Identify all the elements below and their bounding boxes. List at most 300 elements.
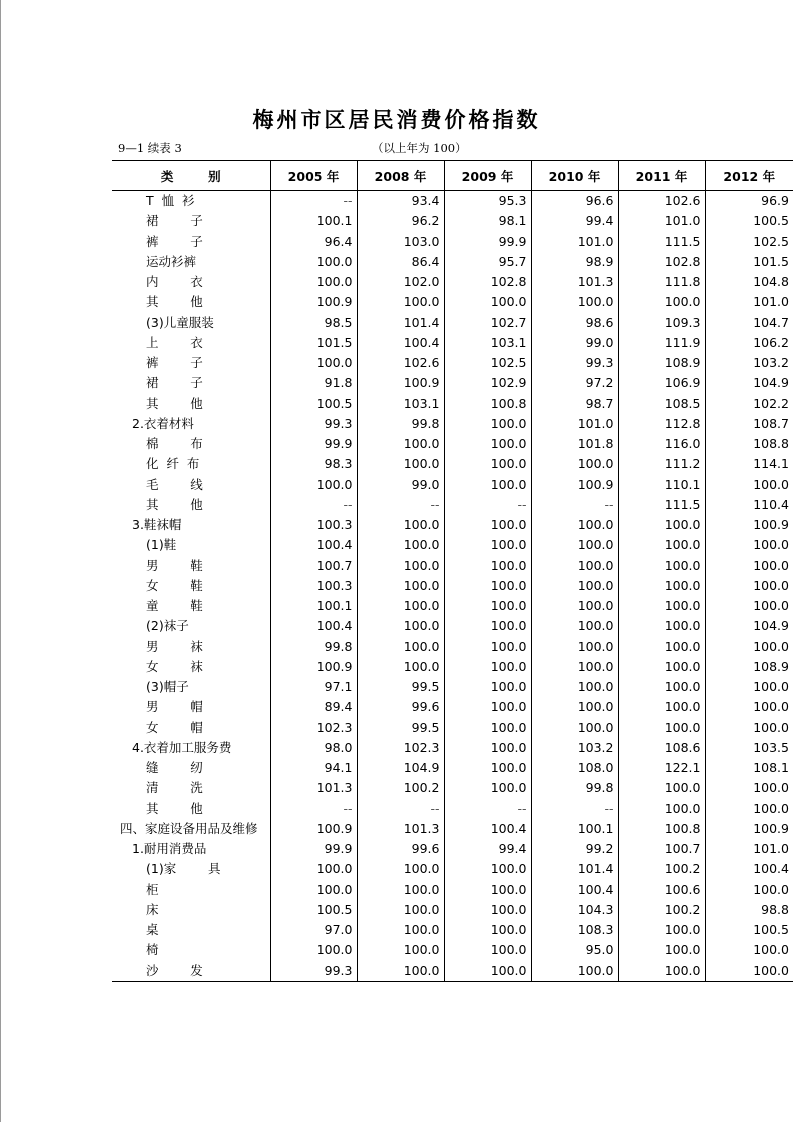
index-value-cell: 100.0 — [531, 697, 618, 717]
index-value-cell: 100.0 — [618, 677, 705, 697]
index-value-cell: 100.0 — [618, 556, 705, 576]
index-value-cell: 102.7 — [444, 313, 531, 333]
index-value-cell: -- — [270, 191, 357, 212]
index-value-cell: 98.0 — [270, 738, 357, 758]
index-value-cell: 100.9 — [270, 292, 357, 312]
index-value-cell: 95.3 — [444, 191, 531, 212]
table-row — [112, 657, 793, 677]
index-value-cell: 100.0 — [444, 616, 531, 636]
index-value-cell: 100.0 — [705, 880, 793, 900]
column-header-2009: 2009 年 — [444, 161, 531, 191]
index-value-cell: 100.0 — [444, 576, 531, 596]
table-row — [112, 900, 793, 920]
table-row — [112, 880, 793, 900]
page-edge-line — [0, 0, 1, 1122]
index-value-cell: 103.2 — [531, 738, 618, 758]
table-header-row — [112, 161, 793, 191]
table-row — [112, 535, 793, 555]
index-value-cell: 111.5 — [618, 495, 705, 515]
row-category-label: 毛 线 — [146, 476, 203, 492]
index-value-cell: -- — [531, 799, 618, 819]
table-row — [112, 232, 793, 252]
index-value-cell: 100.7 — [618, 839, 705, 859]
table-row — [112, 394, 793, 414]
index-value-cell: 100.0 — [444, 677, 531, 697]
index-value-cell: 101.3 — [357, 819, 444, 839]
index-value-cell: 104.8 — [705, 272, 793, 292]
index-value-cell: 97.2 — [531, 373, 618, 393]
table-row — [112, 940, 793, 960]
row-category-label: 棉 布 — [146, 436, 203, 452]
index-value-cell: 102.2 — [705, 394, 793, 414]
index-value-cell: 100.0 — [618, 292, 705, 312]
index-value-cell: 100.0 — [444, 738, 531, 758]
index-value-cell: 100.0 — [705, 556, 793, 576]
column-header-2010: 2010 年 — [531, 161, 618, 191]
index-value-cell: -- — [444, 799, 531, 819]
index-value-cell: 100.0 — [444, 758, 531, 778]
row-category-label: 4.衣着加工服务费 — [132, 739, 232, 755]
index-value-cell: 100.0 — [531, 677, 618, 697]
index-value-cell: 99.9 — [270, 839, 357, 859]
index-value-cell: 108.6 — [618, 738, 705, 758]
index-value-cell: 104.3 — [531, 900, 618, 920]
row-category-label: 床 — [146, 901, 159, 917]
index-value-cell: 102.8 — [444, 272, 531, 292]
row-category-label: (3)儿童服装 — [146, 314, 214, 330]
row-category-label: (1)鞋 — [146, 537, 177, 553]
index-value-cell: 101.0 — [705, 292, 793, 312]
index-value-cell: 104.9 — [357, 758, 444, 778]
row-category-label: 内 衣 — [146, 274, 203, 290]
row-category-label: 1.耐用消费品 — [132, 841, 207, 857]
index-value-cell: 102.5 — [705, 232, 793, 252]
index-value-cell: 98.6 — [531, 313, 618, 333]
index-value-cell: 100.0 — [531, 616, 618, 636]
row-category-label: 缝 纫 — [146, 760, 203, 776]
table-row — [112, 252, 793, 272]
index-value-cell: 99.4 — [444, 839, 531, 859]
index-value-cell: 99.5 — [357, 718, 444, 738]
row-category-label: 男 鞋 — [146, 557, 203, 573]
index-value-cell: 100.5 — [270, 394, 357, 414]
table-row — [112, 859, 793, 879]
index-value-cell: 100.0 — [270, 272, 357, 292]
index-value-cell: 108.8 — [705, 434, 793, 454]
index-value-cell: 86.4 — [357, 252, 444, 272]
index-value-cell: 100.0 — [444, 434, 531, 454]
index-value-cell: 100.9 — [270, 819, 357, 839]
row-category-label: 女 鞋 — [146, 577, 203, 593]
row-category-label: 运动衫裤 — [146, 253, 197, 269]
table-row — [112, 819, 793, 839]
index-value-cell: 100.0 — [705, 778, 793, 798]
index-value-cell: 99.3 — [270, 961, 357, 982]
index-value-cell: 100.0 — [618, 576, 705, 596]
row-category-label: (1)家 具 — [146, 861, 221, 877]
index-value-cell: 100.0 — [270, 880, 357, 900]
index-value-cell: 100.0 — [705, 697, 793, 717]
index-value-cell: 100.1 — [270, 211, 357, 231]
index-value-cell: 99.8 — [531, 778, 618, 798]
index-value-cell: 100.1 — [270, 596, 357, 616]
index-value-cell: 96.9 — [705, 191, 793, 212]
index-value-cell: 98.7 — [531, 394, 618, 414]
index-value-cell: 100.0 — [270, 252, 357, 272]
row-category-label: 其 他 — [146, 294, 203, 310]
table-row — [112, 738, 793, 758]
index-value-cell: 100.0 — [270, 940, 357, 960]
index-value-cell: 98.8 — [705, 900, 793, 920]
index-value-cell: 102.9 — [444, 373, 531, 393]
table-row — [112, 292, 793, 312]
row-category-label: 裙 子 — [146, 213, 203, 229]
index-value-cell: 100.0 — [531, 576, 618, 596]
row-category-label: (2)袜子 — [146, 618, 189, 634]
index-value-cell: 100.1 — [531, 819, 618, 839]
unit-note: （以上年为 100） — [372, 141, 467, 155]
index-value-cell: 100.0 — [618, 616, 705, 636]
index-value-cell: -- — [531, 495, 618, 515]
index-value-cell: 111.8 — [618, 272, 705, 292]
index-value-cell: 99.0 — [357, 475, 444, 495]
index-value-cell: 100.0 — [444, 718, 531, 738]
table-row — [112, 191, 793, 212]
column-header-category: 类 别 — [112, 161, 270, 191]
index-value-cell: 108.7 — [705, 414, 793, 434]
row-category-label: 童 鞋 — [146, 598, 203, 614]
index-value-cell: 99.4 — [531, 211, 618, 231]
index-value-cell: 101.8 — [531, 434, 618, 454]
row-category-label: 上 衣 — [146, 334, 203, 350]
index-value-cell: 100.0 — [444, 697, 531, 717]
index-value-cell: 100.0 — [444, 657, 531, 677]
index-value-cell: 98.9 — [531, 252, 618, 272]
index-value-cell: 98.1 — [444, 211, 531, 231]
index-value-cell: 102.6 — [618, 191, 705, 212]
index-value-cell: 100.0 — [357, 961, 444, 982]
index-value-cell: 100.2 — [618, 859, 705, 879]
table-row — [112, 920, 793, 940]
index-value-cell: 108.0 — [531, 758, 618, 778]
index-value-cell: 99.3 — [270, 414, 357, 434]
index-value-cell: -- — [444, 495, 531, 515]
table-row — [112, 718, 793, 738]
index-value-cell: 101.0 — [705, 839, 793, 859]
index-value-cell: 100.0 — [531, 454, 618, 474]
table-row — [112, 697, 793, 717]
index-value-cell: 100.0 — [531, 292, 618, 312]
index-value-cell: 114.1 — [705, 454, 793, 474]
index-value-cell: 100.0 — [444, 475, 531, 495]
index-value-cell: 100.0 — [618, 515, 705, 535]
index-value-cell: 100.0 — [357, 576, 444, 596]
index-value-cell: 100.0 — [357, 940, 444, 960]
index-value-cell: 110.1 — [618, 475, 705, 495]
index-value-cell: 100.3 — [270, 576, 357, 596]
index-value-cell: 100.0 — [531, 535, 618, 555]
index-value-cell: 99.2 — [531, 839, 618, 859]
index-value-cell: 104.9 — [705, 616, 793, 636]
index-value-cell: 100.0 — [618, 657, 705, 677]
index-value-cell: 99.0 — [531, 333, 618, 353]
index-value-cell: 100.4 — [444, 819, 531, 839]
table-row — [112, 313, 793, 333]
table-row — [112, 211, 793, 231]
index-value-cell: 100.7 — [270, 556, 357, 576]
index-value-cell: 100.0 — [357, 900, 444, 920]
index-value-cell: 101.3 — [270, 778, 357, 798]
index-value-cell: 100.0 — [618, 697, 705, 717]
index-value-cell: 98.5 — [270, 313, 357, 333]
index-value-cell: 100.0 — [357, 657, 444, 677]
index-value-cell: 108.1 — [705, 758, 793, 778]
index-value-cell: 100.0 — [705, 535, 793, 555]
table-row — [112, 495, 793, 515]
index-value-cell: 99.6 — [357, 839, 444, 859]
index-value-cell: 100.9 — [705, 515, 793, 535]
index-value-cell: 104.9 — [705, 373, 793, 393]
index-value-cell: 111.2 — [618, 454, 705, 474]
index-value-cell: 100.0 — [357, 859, 444, 879]
index-value-cell: 102.3 — [270, 718, 357, 738]
index-value-cell: -- — [270, 799, 357, 819]
index-value-cell: 100.4 — [270, 535, 357, 555]
index-value-cell: 96.2 — [357, 211, 444, 231]
index-value-cell: 100.4 — [531, 880, 618, 900]
table-row — [112, 353, 793, 373]
index-value-cell: 98.3 — [270, 454, 357, 474]
table-row — [112, 961, 793, 982]
row-category-label: 2.衣着材料 — [132, 415, 194, 431]
row-category-label: 清 洗 — [146, 780, 203, 796]
table-row — [112, 596, 793, 616]
index-value-cell: 100.0 — [444, 596, 531, 616]
index-value-cell: 100.9 — [357, 373, 444, 393]
index-value-cell: 101.5 — [270, 333, 357, 353]
index-value-cell: 100.0 — [444, 880, 531, 900]
table-row — [112, 333, 793, 353]
index-value-cell: 102.8 — [618, 252, 705, 272]
index-value-cell: 100.4 — [357, 333, 444, 353]
index-value-cell: -- — [357, 799, 444, 819]
index-value-cell: 100.0 — [705, 799, 793, 819]
index-value-cell: 100.0 — [618, 920, 705, 940]
index-value-cell: 103.5 — [705, 738, 793, 758]
index-value-cell: 100.0 — [444, 778, 531, 798]
index-value-cell: 100.0 — [357, 454, 444, 474]
index-value-cell: 99.8 — [357, 414, 444, 434]
index-value-cell: 100.0 — [705, 475, 793, 495]
table-row — [112, 272, 793, 292]
index-value-cell: 95.7 — [444, 252, 531, 272]
table-row — [112, 778, 793, 798]
table-row — [112, 556, 793, 576]
index-value-cell: 97.0 — [270, 920, 357, 940]
table-row — [112, 677, 793, 697]
index-value-cell: 99.6 — [357, 697, 444, 717]
index-value-cell: -- — [270, 495, 357, 515]
index-value-cell: 100.0 — [357, 434, 444, 454]
index-value-cell: 99.3 — [531, 353, 618, 373]
index-value-cell: 99.9 — [444, 232, 531, 252]
row-category-label: 其 他 — [146, 395, 203, 411]
row-category-label: 裤 子 — [146, 355, 203, 371]
index-value-cell: 100.0 — [444, 859, 531, 879]
table-row — [112, 373, 793, 393]
index-value-cell: 101.3 — [531, 272, 618, 292]
index-value-cell: 100.0 — [705, 718, 793, 738]
index-value-cell: 108.3 — [531, 920, 618, 940]
index-value-cell: 100.2 — [618, 900, 705, 920]
index-value-cell: 100.0 — [357, 920, 444, 940]
index-value-cell: 103.1 — [444, 333, 531, 353]
row-category-label: 裙 子 — [146, 375, 203, 391]
index-value-cell: 109.3 — [618, 313, 705, 333]
index-value-cell: 122.1 — [618, 758, 705, 778]
row-category-label: 3.鞋袜帽 — [132, 517, 182, 533]
index-value-cell: 100.9 — [531, 475, 618, 495]
table-row — [112, 515, 793, 535]
row-category-label: (3)帽子 — [146, 679, 189, 695]
index-value-cell: 100.0 — [618, 718, 705, 738]
index-value-cell: 102.0 — [357, 272, 444, 292]
index-value-cell: 100.0 — [618, 778, 705, 798]
index-value-cell: 100.0 — [444, 900, 531, 920]
index-value-cell: 100.0 — [618, 961, 705, 982]
index-value-cell: 100.5 — [705, 920, 793, 940]
index-value-cell: 100.4 — [270, 616, 357, 636]
table-row — [112, 758, 793, 778]
index-value-cell: 100.0 — [531, 596, 618, 616]
index-value-cell: 100.3 — [270, 515, 357, 535]
index-value-cell: -- — [357, 495, 444, 515]
index-value-cell: 116.0 — [618, 434, 705, 454]
index-value-cell: 103.0 — [357, 232, 444, 252]
index-value-cell: 96.6 — [531, 191, 618, 212]
index-value-cell: 100.0 — [357, 637, 444, 657]
index-value-cell: 100.0 — [357, 515, 444, 535]
index-value-cell: 100.0 — [618, 940, 705, 960]
index-value-cell: 100.0 — [618, 596, 705, 616]
row-category-label: 椅 — [146, 942, 159, 958]
index-value-cell: 99.9 — [270, 434, 357, 454]
index-value-cell: 100.0 — [357, 616, 444, 636]
index-value-cell: 111.9 — [618, 333, 705, 353]
index-value-cell: 100.0 — [357, 556, 444, 576]
column-header-2008: 2008 年 — [357, 161, 444, 191]
index-value-cell: 100.0 — [444, 556, 531, 576]
table-row — [112, 576, 793, 596]
row-category-label: 男 帽 — [146, 699, 203, 715]
index-value-cell: 100.2 — [357, 778, 444, 798]
index-value-cell: 103.1 — [357, 394, 444, 414]
index-value-cell: 106.9 — [618, 373, 705, 393]
index-value-cell: 100.0 — [444, 920, 531, 940]
table-row — [112, 799, 793, 819]
table-row — [112, 414, 793, 434]
row-category-label: 柜 — [146, 881, 159, 897]
index-value-cell: 89.4 — [270, 697, 357, 717]
index-value-cell: 108.9 — [705, 657, 793, 677]
table-row — [112, 616, 793, 636]
index-value-cell: 100.0 — [705, 961, 793, 982]
index-value-cell: 100.0 — [531, 961, 618, 982]
index-value-cell: 100.0 — [270, 353, 357, 373]
row-category-label: 沙 发 — [112, 961, 270, 982]
index-value-cell: 100.8 — [444, 394, 531, 414]
index-value-cell: 100.0 — [705, 576, 793, 596]
index-value-cell: 99.8 — [270, 637, 357, 657]
row-category-label: 其 他 — [146, 800, 203, 816]
index-value-cell: 102.5 — [444, 353, 531, 373]
index-value-cell: 91.8 — [270, 373, 357, 393]
index-value-cell: 100.0 — [705, 940, 793, 960]
index-value-cell: 97.1 — [270, 677, 357, 697]
table-row — [112, 434, 793, 454]
index-value-cell: 100.0 — [444, 454, 531, 474]
index-value-cell: 99.5 — [357, 677, 444, 697]
index-value-cell: 106.2 — [705, 333, 793, 353]
index-value-cell: 100.0 — [444, 961, 531, 982]
index-value-cell: 100.0 — [444, 535, 531, 555]
column-header-2005: 2005 年 — [270, 161, 357, 191]
index-value-cell: 101.0 — [531, 414, 618, 434]
column-header-2012: 2012 年 — [705, 161, 793, 191]
index-value-cell: 108.9 — [618, 353, 705, 373]
index-value-cell: 110.4 — [705, 495, 793, 515]
table-number: 9—1 续表 3 — [118, 141, 182, 155]
index-value-cell: 100.0 — [357, 292, 444, 312]
index-value-cell: 100.0 — [444, 515, 531, 535]
index-value-cell: 100.0 — [705, 596, 793, 616]
index-value-cell: 100.0 — [444, 940, 531, 960]
index-value-cell: 96.4 — [270, 232, 357, 252]
row-category-label: 桌 — [146, 922, 159, 938]
index-value-cell: 100.8 — [618, 819, 705, 839]
index-value-cell: 93.4 — [357, 191, 444, 212]
index-value-cell: 100.0 — [531, 515, 618, 535]
index-value-cell: 103.2 — [705, 353, 793, 373]
index-value-cell: 100.0 — [357, 596, 444, 616]
table-row — [112, 475, 793, 495]
index-value-cell: 100.0 — [444, 414, 531, 434]
index-value-cell: 100.0 — [618, 637, 705, 657]
index-value-cell: 100.0 — [444, 637, 531, 657]
index-value-cell: 100.0 — [531, 637, 618, 657]
row-category-label: T 恤 衫 — [146, 193, 195, 209]
index-value-cell: 100.4 — [705, 859, 793, 879]
index-value-cell: 100.9 — [705, 819, 793, 839]
index-value-cell: 100.0 — [705, 637, 793, 657]
index-value-cell: 100.0 — [531, 718, 618, 738]
index-value-cell: 100.0 — [270, 475, 357, 495]
index-value-cell: 102.3 — [357, 738, 444, 758]
index-value-cell: 101.4 — [357, 313, 444, 333]
index-value-cell: 100.0 — [531, 657, 618, 677]
index-value-cell: 100.5 — [705, 211, 793, 231]
index-value-cell: 104.7 — [705, 313, 793, 333]
page-title: 梅州市区居民消费价格指数 — [252, 108, 541, 132]
table-row — [112, 454, 793, 474]
column-header-2011: 2011 年 — [618, 161, 705, 191]
index-value-cell: 95.0 — [531, 940, 618, 960]
table-row — [112, 839, 793, 859]
index-value-cell: 100.6 — [618, 880, 705, 900]
index-value-cell: 94.1 — [270, 758, 357, 778]
row-category-label: 其 他 — [146, 496, 203, 512]
index-value-cell: 100.0 — [270, 859, 357, 879]
